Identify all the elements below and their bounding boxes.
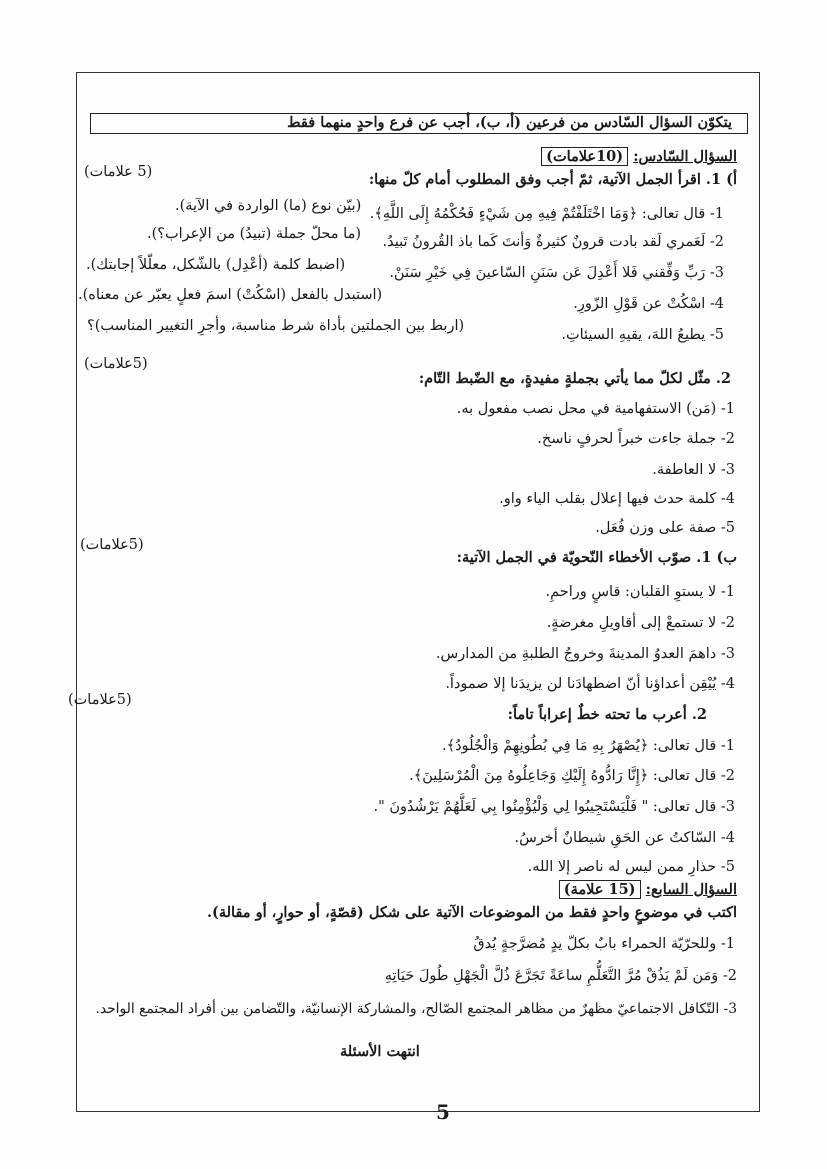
q6-a1-note-5: (اربط بين الجملتين بأداة شرط مناسبة، وأجرِ التغيير المناسب)؟ — [87, 318, 465, 334]
end-of-questions: انتهت الأسئلة — [340, 1043, 420, 1060]
q6-a1-item-3: 3- رَبِّ وَفِّقني فَلا أَعْدِلَ عَن سَنَنِ السّاعينَ فِي خَيْرِ سَنَنْ. — [389, 265, 724, 281]
q7-heading: السؤال السابع: (15 علامة) — [559, 880, 737, 900]
q6-a1-heading: أ) 1. اقرأ الجمل الآتية، ثمّ أجب وفق المطلوب أمام كلّ منها: — [368, 171, 737, 188]
q6-a1-item-1: 1- قال تعالى: ﴿وَمَا اخْتَلَفْتُمْ فِيهِ مِن شَيْءٍ فَحُكْمُهُ إِلَى اللَّهِ﴾. — [369, 206, 724, 222]
q6-b2-heading: 2. أعرب ما تحته خطٌ إعراباً تاماً: — [507, 706, 707, 723]
q6-b2-item-3: 3- قال تعالى: " فَلْيَسْتَجِيبُوا لِي وَلْيُؤْمِنُوا بِي لَعَلَّهُمْ يَرْشُدُونَ ". — [373, 799, 735, 815]
q6-heading: السؤال السّادس: (10علامات) — [541, 147, 737, 167]
q6-a1-note-4: (استبدل بالفعل (اسْكُتْ) اسمَ فعلٍ يعبّر عن معناه). — [78, 287, 383, 303]
q6-a1-item-5: 5- يطيعُ اللهَ، يقيهِ السيئاتِ. — [561, 327, 724, 343]
q7-topic-2: 2- وَمَن لَمْ يَذُقْ مُرَّ التَّعَلُّمِ ساعَةً تَجَرَّعَ ذُلَّ الْجَهْلِ طُولَ حَيَاتِهِ — [384, 968, 737, 984]
q6-a2-item-2: 2- جملة جاءت خبراً لحرفٍ ناسخ. — [537, 431, 735, 447]
q6-a2-marks: (5علامات) — [84, 356, 148, 372]
q6-b1-heading: ب) 1. صوّب الأخطاء النّحويّة في الجمل الآتية: — [456, 549, 737, 566]
q6-a2-item-1: 1- (مَن) الاستفهامية في محل نصب مفعول به. — [456, 401, 735, 417]
q6-b2-marks: (5علامات) — [68, 692, 132, 708]
q6-a1-note-1: (بيّن نوع (ما) الواردة في الآية). — [175, 198, 362, 214]
q6-a2-item-4: 4- كلمة حدث فيها إعلال بقلب الياء واو. — [499, 491, 735, 507]
q6-a1-note-2: (ما محلّ جملة (تبيدُ) من الإعراب؟). — [147, 226, 362, 242]
q6-b2-item-1: 1- قال تعالى: ﴿يُصْهَرُ بِهِ مَا فِي بُطُونِهِمْ وَالْجُلُودُ﴾. — [442, 738, 735, 754]
q6-a1-marks: (5 علامات) — [84, 164, 153, 180]
q6-b2-item-5: 5- حذارِ ممن ليس له ناصر إلا الله. — [527, 859, 735, 875]
q6-b1-item-4: 4- يُيْقِن أعداؤنا أنّ اضطهادَنا لن يزيدَنا إلا صموداً. — [445, 676, 735, 692]
q7-topic-1: 1- وللحرّيّة الحمراء بابٌ بكلّ يدٍ مُضرَّجةٍ يُدقُ — [473, 936, 735, 952]
page-number: 5 — [436, 1100, 450, 1124]
q6-b2-item-4: 4- السّاكتُ عن الحَقِ شيطانٌ أخرسُ. — [514, 830, 735, 846]
q6-a1-item-4: 4- اسْكُتْ عن قَوْلِ الزّورِ. — [573, 296, 724, 312]
q6-b1-item-1: 1- لا يستوِ القلبان: قاسٍ وراحمِ. — [545, 584, 735, 600]
q6-a1-note-3: (اضبط كلمة (أعْدِل) بالشّكل، معلّلاً إجابتك). — [86, 257, 346, 273]
q6-a1-item-2: 2- لَعَمري لَقد بادت قرونٌ كثيرةٌ وَأنتَ كَما باذ القُرونُ تَبيدُ. — [382, 234, 724, 250]
q6-b1-item-3: 3- داهمَ العدوُ المدينةَ وخروجُ الطلبةِ من المدارس. — [435, 646, 735, 662]
q6-b2-item-2: 2- قال تعالى: ﴿إِنَّا رَادُّوهُ إِلَيْكِ وَجَاعِلُوهُ مِنَ الْمُرْسَلِينَ﴾. — [409, 768, 735, 784]
q6-b1-item-2: 2- لا تستمعْ إلى أقاويلِ مغرضةٍ. — [546, 615, 735, 631]
q6-a2-heading: 2. مثّل لكلّ مما يأتي بجملةٍ مفيدةٍ، مع الضّبط التّام: — [418, 370, 731, 387]
q6-b1-marks: (5علامات) — [80, 537, 144, 553]
q7-topic-3: 3- التّكافل الاجتماعيّ مظهرٌ من مظاهر المجتمع الصّالح، والمشاركة الإنسانيّة، والتّضامن بين أفراد المجتمع الواحد. — [95, 1001, 737, 1017]
q7-instruction: اكتب في موضوعٍ واحدٍ فقط من الموضوعات الآتية على شكل (قصّةٍ، أو حوارٍ، أو مقالة). — [206, 904, 737, 921]
q6-a2-item-3: 3- لا العاطفة. — [652, 462, 735, 478]
q6-a2-item-5: 5- صفة على وزن فُعَل. — [595, 520, 735, 536]
instructions-text: يتكوّن السؤال السّادس من فرعين (أ، ب)، أجب عن فرع واحدٍ منهما فقط — [287, 114, 732, 131]
